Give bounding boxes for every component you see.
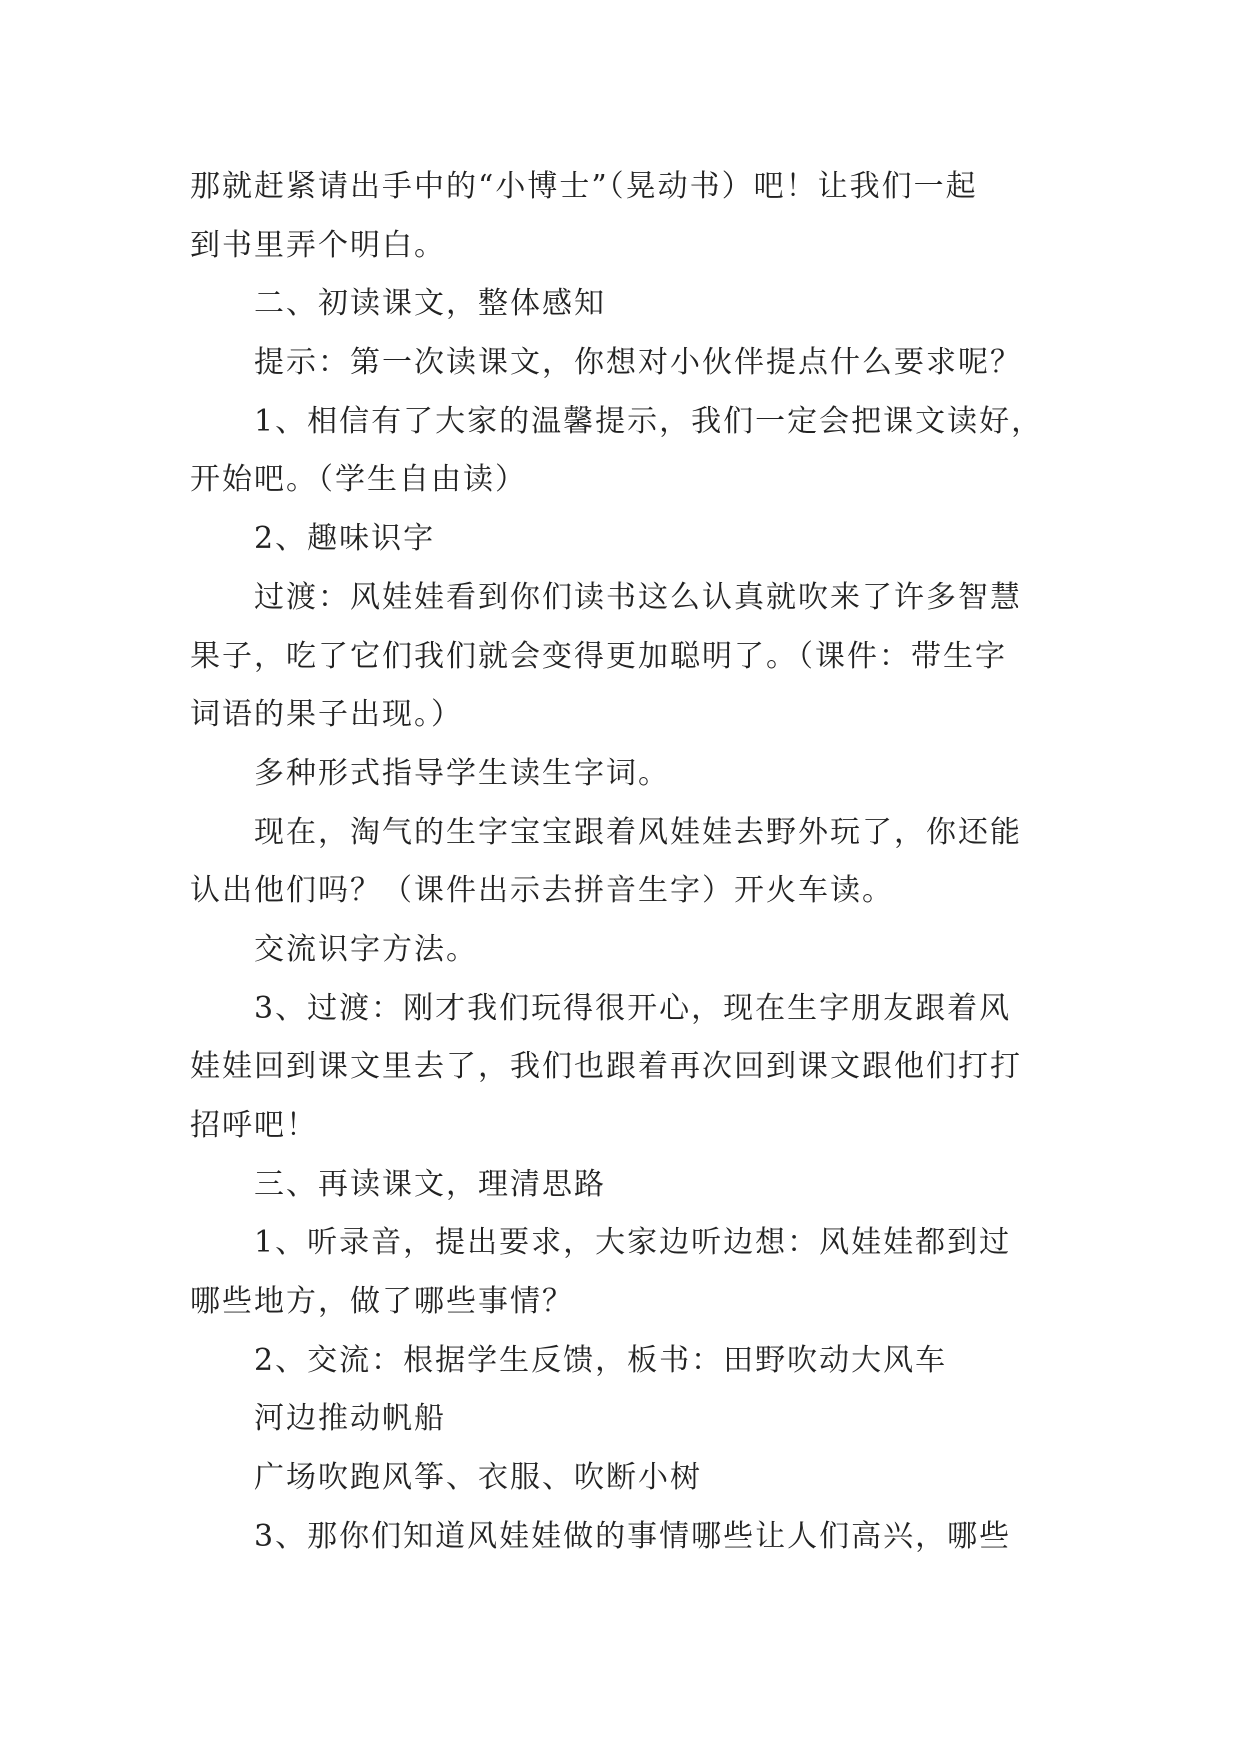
text-line: 哪些地方，做了哪些事情？ <box>190 1284 574 1320</box>
text-line: 到书里弄个明白。 <box>190 227 446 263</box>
text-line: 那就赶紧请出手中的“小博士”（晃动书）吧！让我们一起 <box>190 169 978 204</box>
text-line: 1、相信有了大家的温馨提示，我们一定会把课文读好， <box>254 403 1044 439</box>
text-line: 2、交流：根据学生反馈，板书：田野吹动大风车 <box>254 1342 948 1378</box>
text-line: 开始吧。（学生自由读） <box>190 462 527 498</box>
text-line: 3、过渡：刚才我们玩得很开心，现在生字朋友跟着风 <box>254 990 1012 1026</box>
text-line: 果子，吃了它们我们就会变得更加聪明了。（课件：带生字 <box>190 638 1007 674</box>
text-line: 交流识字方法。 <box>254 931 478 967</box>
text-line: 3、那你们知道风娃娃做的事情哪些让人们高兴，哪些 <box>254 1518 1012 1554</box>
text-line: 认出他们吗？（课件出示去拼音生字）开火车读。 <box>190 873 894 909</box>
text-line: 多种形式指导学生读生字词。 <box>254 755 670 791</box>
text-line: 广场吹跑风筝、衣服、吹断小树 <box>254 1460 702 1496</box>
text-line: 2、趣味识字 <box>254 521 436 557</box>
section-heading: 三、再读课文，理清思路 <box>254 1166 606 1202</box>
text-line: 娃娃回到课文里去了，我们也跟着再次回到课文跟他们打打 <box>190 1049 1022 1085</box>
text-line: 过渡：风娃娃看到你们读书这么认真就吹来了许多智慧 <box>254 579 1022 615</box>
section-heading: 二、初读课文，整体感知 <box>254 286 606 322</box>
text-line: 招呼吧！ <box>190 1108 318 1143</box>
text-line: 1、听录音，提出要求，大家边听边想：风娃娃都到过 <box>254 1225 1012 1261</box>
text-line: 现在，淘气的生字宝宝跟着风娃娃去野外玩了，你还能 <box>254 814 1022 850</box>
document-body <box>190 158 1050 1567</box>
text-line: 提示：第一次读课文，你想对小伙伴提点什么要求呢？ <box>254 345 1022 381</box>
text-line: 河边推动帆船 <box>254 1401 446 1437</box>
text-line: 词语的果子出现。） <box>190 697 463 733</box>
